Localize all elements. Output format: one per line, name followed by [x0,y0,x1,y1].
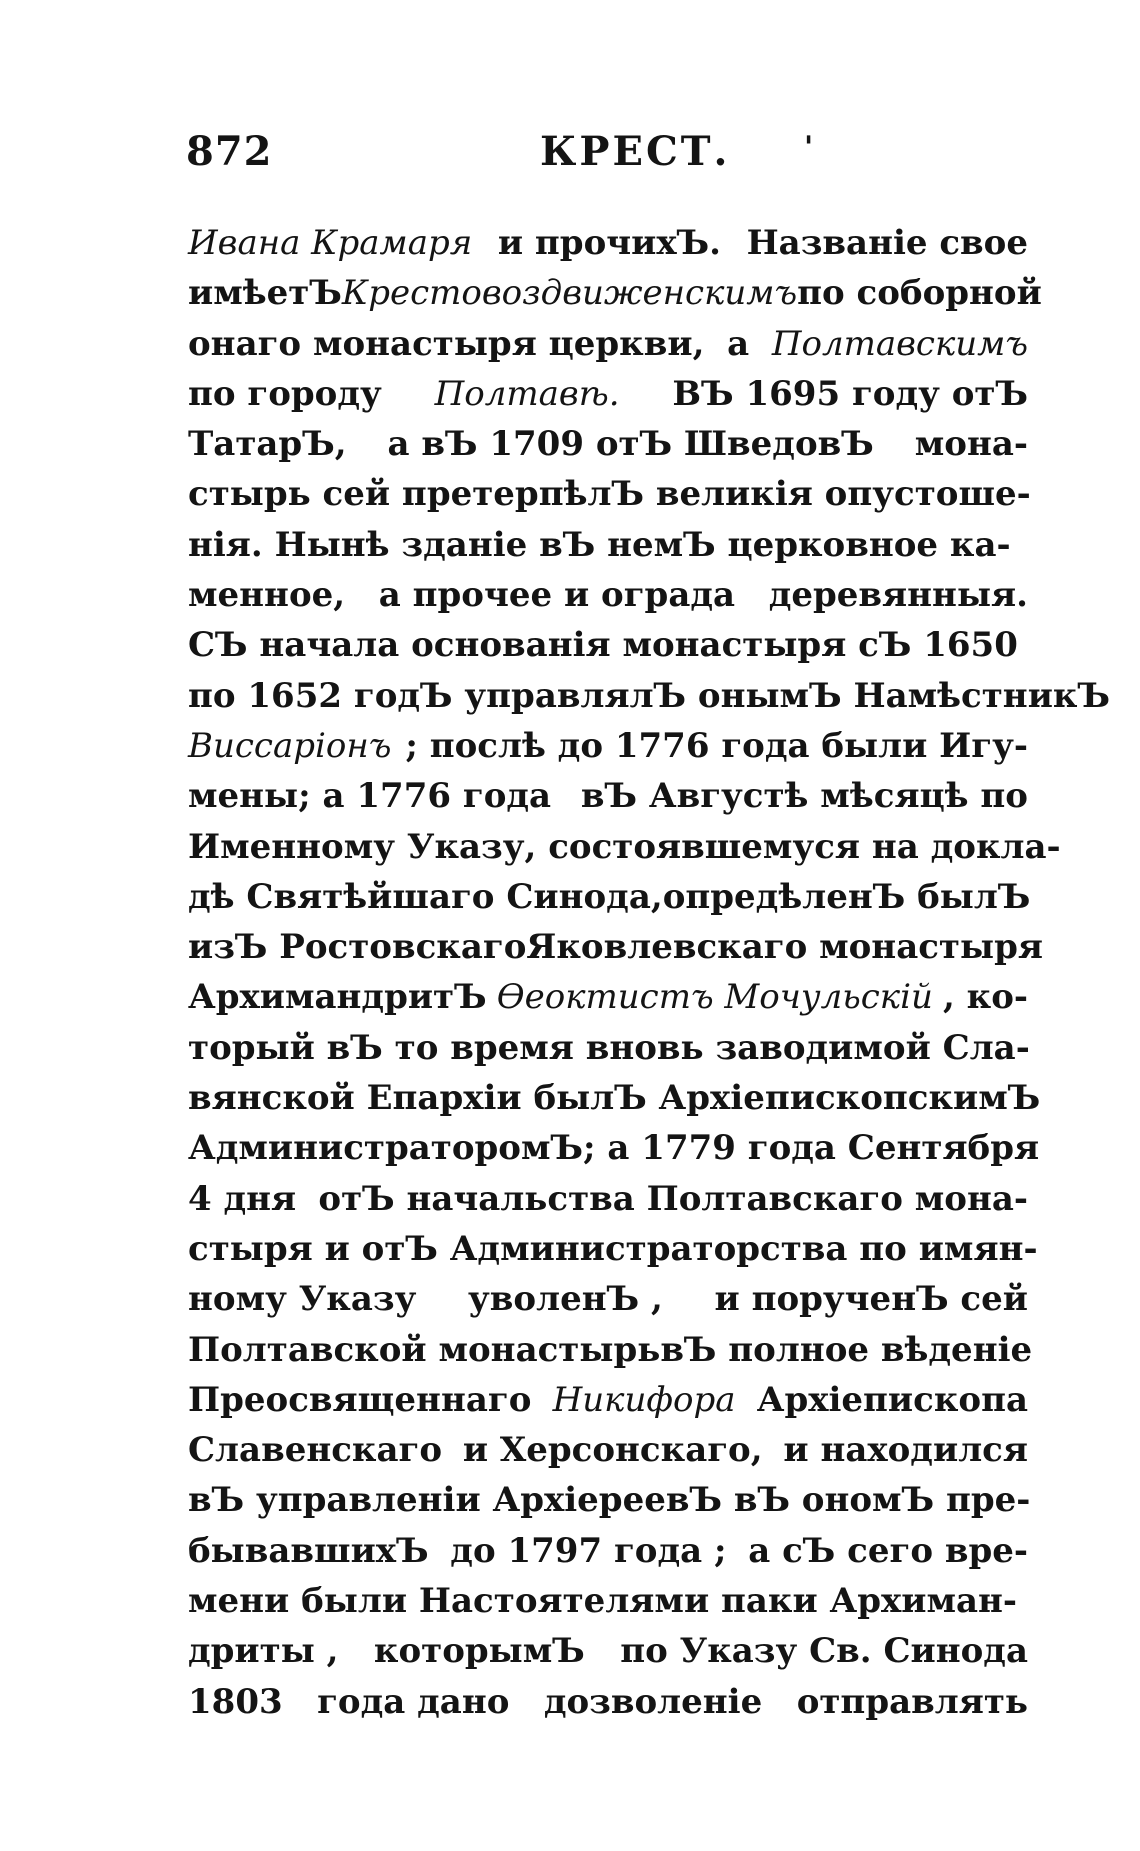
text-segment: , ко- [942,977,1028,1018]
text-segment: менное, [188,575,346,616]
text-segment: дѣ Святѣйшаго Синода, [188,876,663,917]
text-line [188,419,1028,469]
text-line [188,1375,1028,1425]
italic-name: Ивана Крамаря [188,223,473,263]
text-line [188,1626,1028,1676]
text-line [188,1123,1040,1173]
text-segment: и Херсонскаго, [462,1430,763,1471]
text-segment: Названіе свое [746,223,1028,263]
text-line [188,1475,1031,1525]
italic-name: Ѳеоктистъ Мочульскій [496,977,933,1018]
text-segment: Именному Указу, состоявшемуся на докла- [188,826,1061,867]
text-segment: АрхимандритЪ [188,977,487,1018]
text-segment: вЪ Августѣ мѣсяцѣ по [580,776,1028,817]
body-text [188,218,1110,1727]
text-line [188,771,1028,821]
text-segment: СЪ начала основанія монастыря сЪ 1650 [188,625,1018,666]
text-segment: а [727,323,750,364]
text-line [188,1023,1028,1073]
text-segment: 4 дня [188,1178,297,1219]
running-head: КРЕСТ. [540,128,731,175]
text-segment: года дано [317,1681,510,1722]
italic-name: Полтавѣ. [434,373,620,414]
text-line [188,1073,1041,1123]
text-segment: Славенскаго [188,1430,443,1471]
text-segment: мени были Настоятелями паки Архиман- [188,1581,1018,1622]
text-segment: Полтавской монастырь [188,1329,661,1370]
italic-name: Полтавскимъ [771,323,1028,364]
text-segment: по городу [188,373,382,414]
text-segment: изЪ Ростовскаго [188,927,527,968]
text-segment: дриты , [188,1631,339,1672]
page-header [186,128,976,188]
text-line [188,1174,1028,1224]
text-line [188,822,1061,872]
text-line [188,1576,1028,1626]
text-line [188,872,1031,922]
text-line [188,721,1028,771]
text-line [188,369,1028,419]
text-segment: имѣетЪ [188,273,342,314]
text-segment: стырь сей претерпѣлЪ великія опустоше- [188,474,1031,515]
text-line [188,218,1028,268]
text-segment: а прочее и ограда [378,575,736,616]
text-segment: АдминистраторомЪ; а 1779 года Сентября [188,1128,1040,1169]
italic-name: Виссаріонъ [188,725,392,766]
italic-name: Никифора [552,1379,736,1420]
text-line [188,922,1043,972]
text-segment: ТатарЪ, [188,424,347,465]
text-segment: бывавшихЪ [188,1530,429,1571]
text-segment: и порученЪ сей [714,1279,1028,1320]
text-segment: отЪ начальства Полтавскаго мона- [318,1178,1028,1219]
text-segment: до 1797 года ; [450,1530,727,1571]
header-mark: ' [804,130,814,165]
text-line [188,1425,1028,1475]
text-line [188,1526,1028,1576]
text-line [188,268,1042,318]
text-segment: ; послѣ до 1776 года были Игу- [405,725,1028,766]
text-segment: вЪ полное вѣденіе [660,1329,1033,1370]
text-segment: отправлять [796,1681,1028,1722]
text-segment: и находился [783,1430,1028,1471]
text-line [188,1677,1028,1727]
text-segment: мены; а 1776 года [188,776,552,817]
text-line [188,972,1028,1022]
text-segment: мона- [914,424,1028,465]
text-segment: которымЪ [373,1631,585,1672]
text-segment: стыря и отЪ Администраторства по имян- [188,1228,1038,1269]
text-segment: по соборной [797,273,1042,314]
text-segment: вянской Епархіи былЪ АрхіепископскимЪ [188,1078,1041,1119]
text-segment: онаго монастыря церкви, [188,323,705,364]
text-segment: ному Указу [188,1279,417,1320]
text-segment: а сЪ сего вре- [748,1530,1028,1571]
text-segment: Архіепископа [756,1379,1028,1420]
text-segment: вЪ управленіи АрхіереевЪ вЪ ономЪ пре- [188,1480,1031,1521]
text-line [188,671,1110,721]
italic-name: Крестовоздвиженскимъ [341,273,798,314]
text-segment: а вЪ 1709 отЪ ШведовЪ [387,424,874,465]
text-segment: ВЪ 1695 году отЪ [672,373,1028,414]
text-segment: деревянныя. [768,575,1028,616]
page-number: 872 [186,128,273,175]
text-segment: Преосвященнаго [188,1379,532,1420]
text-line [188,1325,1033,1375]
text-segment: нія. Нынѣ зданіе вЪ немЪ церковное ка- [188,524,1011,565]
text-segment: Яковлевскаго монастыря [526,927,1043,968]
text-line [188,570,1028,620]
text-line [188,1274,1028,1324]
text-segment: по 1652 годЪ управлялЪ онымЪ НамѣстникЪ [188,675,1110,716]
text-segment: дозволеніе [543,1681,763,1722]
text-line [188,620,1028,670]
text-segment: уволенЪ , [468,1279,663,1320]
text-segment: торый вЪ то время вновь заводимой Сла- [188,1027,1030,1068]
text-line [188,520,1028,570]
text-line [188,319,1028,369]
text-segment: по Указу Св. Синода [620,1631,1028,1672]
text-line [188,469,1031,519]
text-segment: 1803 [188,1681,283,1722]
text-segment: и прочихЪ. [497,223,721,263]
text-segment: опредѣленЪ былЪ [662,876,1031,917]
text-line [188,1224,1038,1274]
